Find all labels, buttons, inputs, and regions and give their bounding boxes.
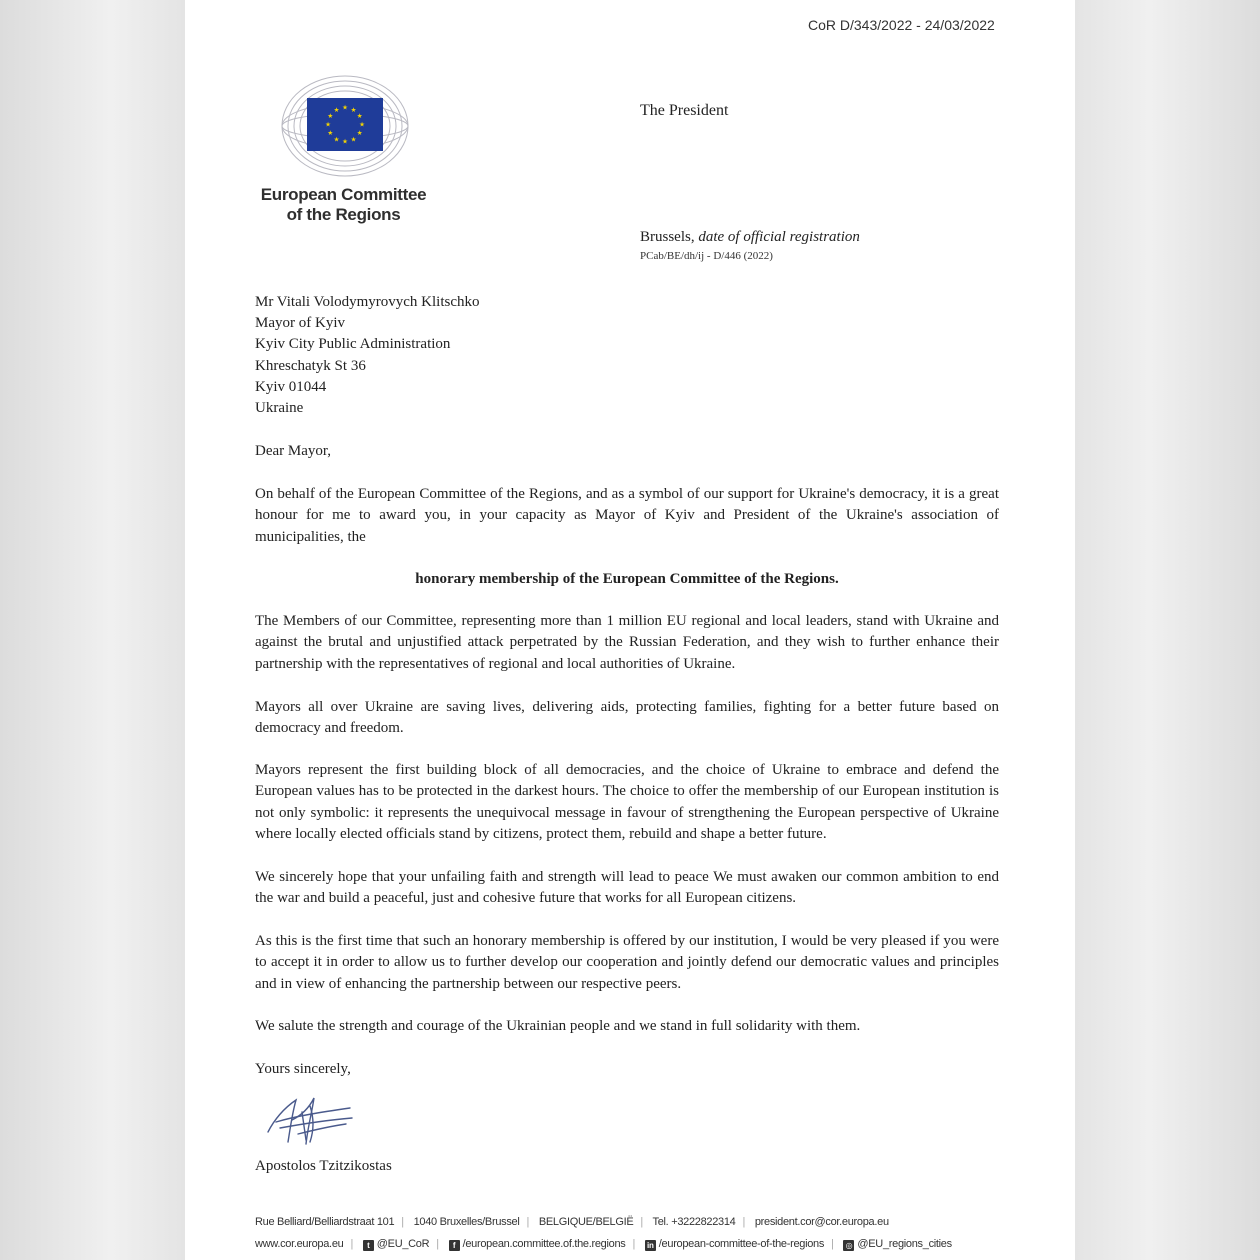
eu-star: ★: [327, 130, 334, 138]
place: Brussels,: [640, 229, 695, 245]
eu-star: ★: [350, 136, 357, 144]
eu-star: ★: [327, 113, 334, 121]
background-left: [0, 0, 185, 1260]
paragraph-3: Mayors all over Ukraine are saving lives, delivering aids, protecting families, fighting for a better future based on democracy and freedom.: [255, 699, 999, 737]
place-date: [640, 229, 860, 246]
paragraph-2: The Members of our Committee, representing more than 1 million EU regional and local leaders, stand with Ukraine and against the brutal and unjustified attack perpetrated by the Russian Federation, and they wish to further enhance their partnership with the representatives of regional and local authorities of Ukraine.: [255, 613, 999, 672]
eu-star: ★: [333, 107, 340, 114]
eu-star: ★: [356, 113, 363, 121]
award-title: honorary membership of the European Committee of the Regions.: [415, 571, 839, 587]
twitter-icon: t: [363, 1240, 374, 1251]
eu-star: ★: [356, 130, 363, 138]
footer-linkedin[interactable]: /european-committee-of-the-regions: [658, 1238, 825, 1250]
salutation: Dear Mayor,: [255, 443, 332, 459]
footer-address: Rue Belliard/Belliardstraat 101: [255, 1216, 395, 1228]
paragraph-5: We sincerely hope that your unfailing faith and strength will lead to peace We must awaken our common ambition to end the war and build a peaceful, just and cohesive future that works for all European citizens.: [255, 869, 999, 907]
address-line: Kyiv 01044: [255, 378, 327, 395]
address-line: Ukraine: [255, 400, 304, 417]
eu-star: ★: [359, 121, 365, 129]
organisation-name: [236, 185, 451, 225]
footer-phone: Tel. +3222822314: [652, 1216, 736, 1228]
eu-star: ★: [350, 107, 357, 114]
signer-name: Apostolos Tzitzikostas: [255, 1158, 392, 1174]
address-line: Kyiv City Public Administration: [255, 336, 451, 353]
footer-social: www.cor.europa.eu | t @EU_CoR | f /european.committee.of.the.regions | in /european-committee-of-the-regions | ◎ @EU_regions_cities: [255, 1238, 952, 1250]
address-line: Mr Vitali Volodymyrovych Klitschko: [255, 294, 480, 310]
eu-star: ★: [325, 121, 331, 129]
facebook-icon: f: [449, 1240, 460, 1251]
background-right: [1075, 0, 1260, 1260]
internal-reference: PCab/BE/dh/ij - D/446 (2022): [640, 250, 773, 262]
organisation-name-line2: of the Regions: [286, 205, 401, 224]
handwritten-signature: [262, 1090, 358, 1150]
paragraph-7: We salute the strength and courage of the Ukrainian people and we stand in full solidarity with them.: [255, 1018, 861, 1034]
eu-star: ★: [342, 104, 348, 112]
address-line: Khreschatyk St 36: [255, 357, 366, 374]
paragraph-1: On behalf of the European Committee of the Regions, and as a symbol of our support for Ukraine's democracy, it is a great honour for me to award you, in your capacity as Mayor of Kyiv and President of the Ukraine's association of municipalities, the: [255, 486, 999, 545]
paragraph-4: Mayors represent the first building block of all democracies, and the choice of Ukraine to embrace and defend the European values has to be protected in the darkest hours. The choice to offer the membership of our European institution is not only symbolic: it represents the unequivocal message in favour of strengthening the European perspective of Ukraine where locally elected officials stand by citizens, protect them, rebuild and shape a better future.: [255, 762, 999, 842]
address-line: Mayor of Kyiv: [255, 315, 345, 332]
organisation-name-line1: European Committee: [260, 185, 427, 204]
eu-star: ★: [342, 138, 348, 146]
footer-country: BELGIQUE/BELGIË: [538, 1216, 634, 1228]
document-reference: CoR D/343/2022 - 24/03/2022: [808, 17, 995, 33]
footer-city: 1040 Bruxelles/Brussel: [413, 1216, 520, 1228]
linkedin-icon: in: [645, 1240, 656, 1251]
closing: Yours sincerely,: [255, 1061, 351, 1077]
eu-star: ★: [333, 136, 340, 144]
recipient-address: [255, 292, 480, 419]
place-note: date of official registration: [698, 229, 860, 245]
footer-facebook[interactable]: /european.committee.of.the.regions: [462, 1238, 626, 1250]
footer-contact: Rue Belliard/Belliardstraat 101 | 1040 Bruxelles/Brussel | BELGIQUE/BELGIË | Tel. +3222822314 | president.cor@cor.europa.eu: [255, 1216, 889, 1228]
eu-flag-logo: [280, 72, 410, 180]
instagram-icon: ◎: [843, 1240, 854, 1251]
footer-email[interactable]: president.cor@cor.europa.eu: [754, 1216, 889, 1228]
footer-instagram[interactable]: @EU_regions_cities: [857, 1238, 952, 1250]
sender-office: The President: [640, 102, 729, 119]
footer-website[interactable]: www.cor.europa.eu: [255, 1238, 344, 1250]
paragraph-6: As this is the first time that such an honorary membership is offered by our institution, I would be very pleased if you were to accept it in order to allow us to further develop our cooperation and jointly defend our democratic values and principles and in view of enhancing the partnership between our respective peers.: [255, 933, 999, 992]
footer-twitter[interactable]: @EU_CoR: [376, 1238, 430, 1250]
